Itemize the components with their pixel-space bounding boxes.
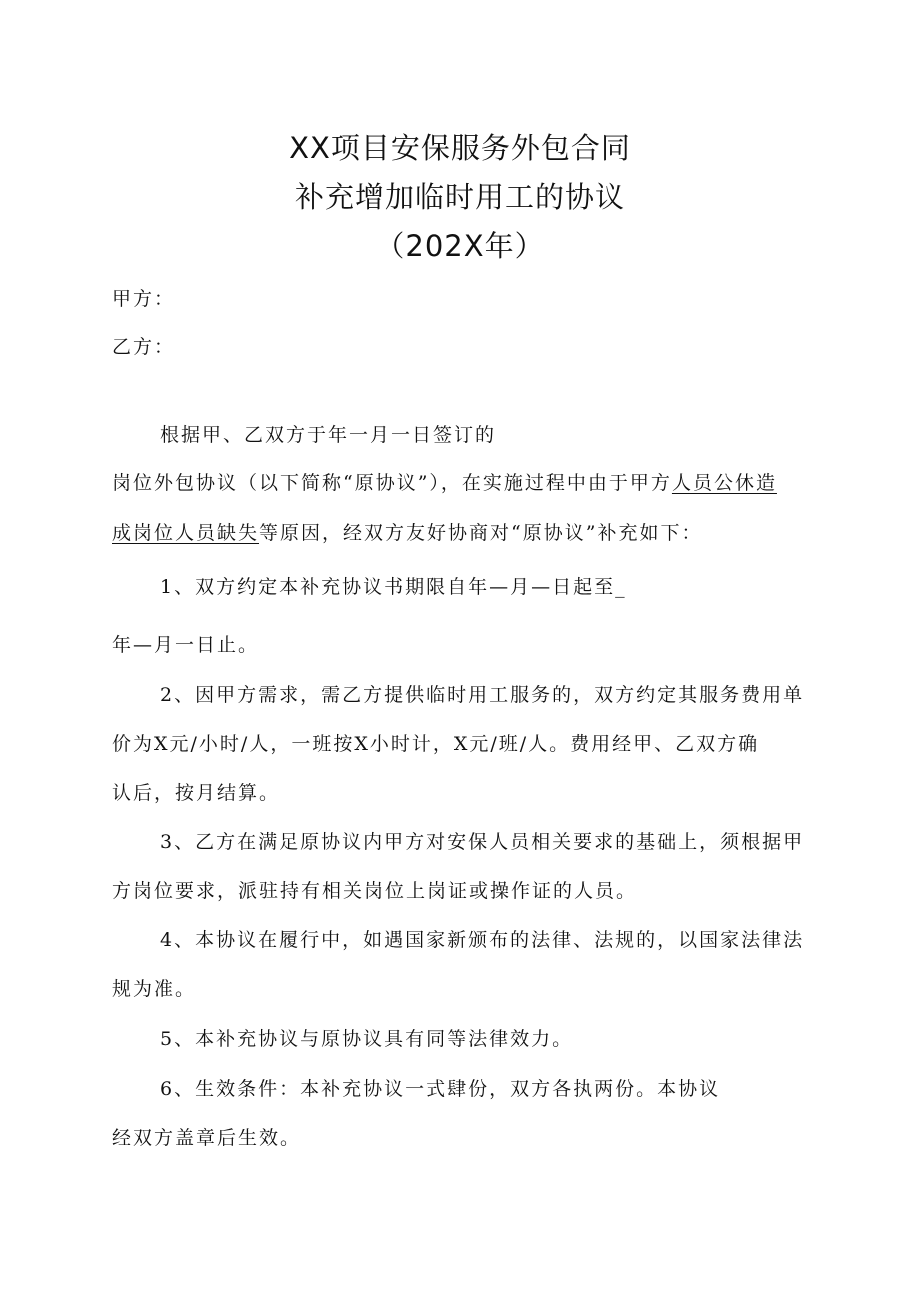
intro-line-2 (112, 468, 777, 498)
intro-line-1: 根据甲、乙双方于年一月一日签订的 (160, 424, 497, 446)
intro-underlined-reason-part-1: 人员公休造 (671, 472, 777, 494)
clause-2-line-1: 2、因甲方需求，需乙方提供临时用工服务的，双方约定其服务费用单 (160, 684, 805, 706)
party-b-label: 乙方： (112, 336, 176, 358)
clause-2-line-3: 认后，按月结算。 (112, 782, 281, 804)
party-a-label: 甲方： (112, 288, 176, 310)
document-title-line-1: XX项目安保服务外包合同 (289, 131, 631, 165)
clause-1-line-2: 年—月一日止。 (112, 634, 260, 656)
intro-underlined-reason-part-2: 成岗位人员缺失 (112, 522, 260, 544)
clause-4-line-1: 4、本协议在履行中，如遇国家新颁布的法律、法规的，以国家法律法 (160, 929, 805, 951)
clause-6-line-2: 经双方盖章后生效。 (112, 1127, 302, 1149)
clause-6-line-1: 6、生效条件：本补充协议一式肆份，双方各执两份。本协议 (160, 1078, 721, 1100)
document-title-line-2: 补充增加临时用工的协议 (294, 180, 625, 214)
intro-line-3-text: 等原因，经双方友好协商对“原协议”补充如下： (259, 522, 703, 544)
clause-5-line-1: 5、本补充协议与原协议具有同等法律效力。 (160, 1028, 574, 1050)
clause-3-line-2: 方岗位要求，派驻持有相关岗位上岗证或操作证的人员。 (112, 880, 638, 902)
intro-line-3 (112, 518, 702, 548)
intro-line-2-text: 岗位外包协议（以下简称“原协议”），在实施过程中由于甲方 (112, 472, 672, 494)
document-title-year: （202X年） (375, 229, 545, 263)
clause-3-line-1: 3、乙方在满足原协议内甲方对安保人员相关要求的基础上，须根据甲 (160, 831, 805, 853)
clause-2-line-2: 价为X元/小时/人，一班按X小时计，X元/班/人。费用经甲、乙双方确 (112, 733, 760, 755)
clause-4-line-2: 规为准。 (112, 978, 197, 1000)
clause-1-line-1: 1、双方约定本补充协议书期限自年—月—日起至_ (160, 576, 627, 598)
